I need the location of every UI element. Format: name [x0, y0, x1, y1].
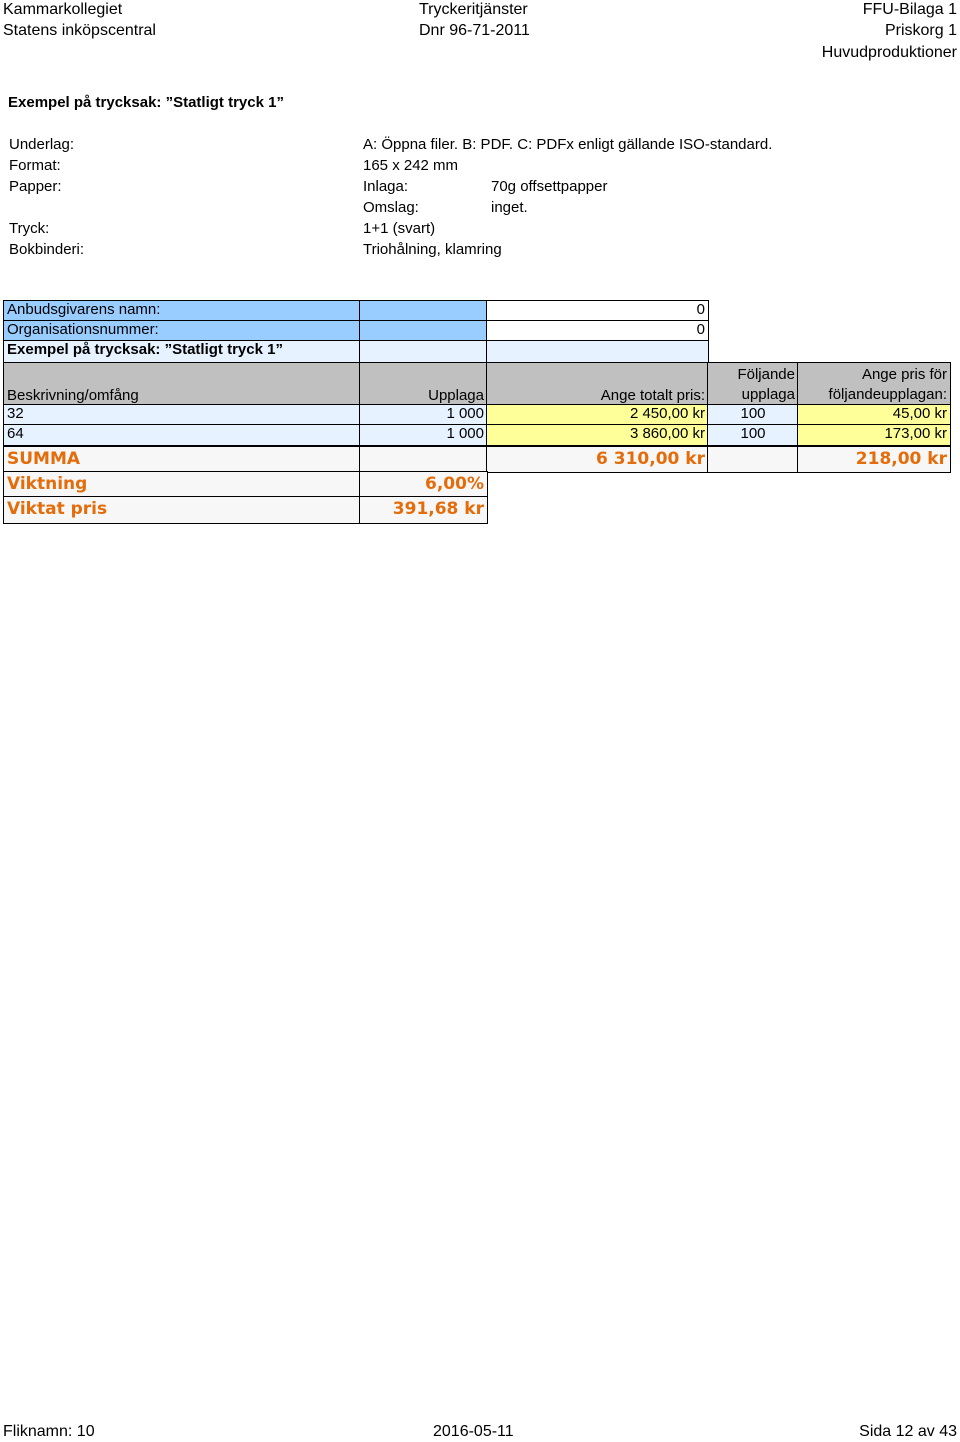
summa-followprice-cell [797, 446, 951, 473]
table-row-2-follow [707, 424, 799, 446]
row-2-upplaga-text: 1 000 [446, 425, 484, 442]
anbudsgivare-value-cell[interactable] [486, 300, 709, 322]
summa-label-cell [3, 446, 361, 473]
footer-sheet: Fliknamn: 10 [3, 1423, 95, 1440]
header-category: Huvudproduktioner [821, 44, 957, 61]
header-service: Tryckeritjänster [419, 1, 528, 18]
footer-page: Sida 12 av 43 [859, 1423, 957, 1440]
anbudsgivare-value: 0 [696, 301, 705, 318]
example-spacer-2 [486, 340, 709, 364]
col-header-followprice [797, 362, 951, 406]
summa-label: SUMMA [7, 449, 81, 469]
anbudsgivare-label: Anbudsgivarens namn: [7, 301, 161, 318]
viktning-label-cell [3, 471, 361, 498]
col-header-total [486, 362, 709, 406]
table-row-1-total[interactable] [486, 404, 709, 426]
orgnr-value-cell[interactable] [486, 320, 709, 342]
format-value: 165 x 242 mm [363, 157, 459, 174]
example-spacer-1 [359, 340, 488, 364]
viktning-value-cell [359, 471, 488, 498]
omslag-label: Omslag: [363, 199, 419, 216]
col-header-follow [707, 362, 799, 406]
footer-date: 2016-05-11 [433, 1423, 514, 1440]
format-label: Format: [9, 157, 61, 174]
col-header-follow-line1: Följande [737, 366, 795, 383]
inlaga-value: 70g offsettpapper [491, 178, 608, 195]
table-row-2-upplaga [359, 424, 488, 446]
viktat-pris-label: Viktat pris [7, 499, 108, 519]
col-header-total-text: Ange totalt pris: [600, 387, 705, 404]
example-title: Exempel på trycksak: ”Statligt tryck 1” [8, 94, 284, 111]
viktning-label: Viktning [7, 474, 88, 494]
table-row-1-followprice[interactable] [797, 404, 951, 426]
row-1-follow-text: 100 [740, 405, 766, 422]
bokbinderi-value: Triohålning, klamring [363, 241, 502, 258]
col-header-follow-line2: upplaga [741, 386, 795, 403]
row-2-follow-text: 100 [740, 425, 766, 442]
example-label: Exempel på trycksak: ”Statligt tryck 1” [7, 341, 283, 358]
bokbinderi-label: Bokbinderi: [9, 241, 85, 258]
papper-label: Papper: [9, 178, 62, 195]
row-2-total-text: 3 860,00 kr [629, 425, 705, 442]
table-row-2-desc [3, 424, 361, 446]
row-1-total-text: 2 450,00 kr [629, 405, 705, 422]
row-2-desc-text: 64 [7, 425, 24, 442]
col-header-desc [3, 362, 361, 406]
underlag-value: A: Öppna filer. B: PDF. C: PDFx enligt gällande ISO-standard. [363, 136, 773, 153]
underlag-label: Underlag: [9, 136, 75, 153]
anbudsgivare-spacer [359, 300, 488, 322]
col-header-upplaga-text: Upplaga [428, 387, 484, 404]
summa-followprice: 218,00 kr [855, 449, 947, 469]
col-header-followprice-line2: följandeupplagan: [828, 386, 947, 403]
row-1-upplaga-text: 1 000 [446, 405, 484, 422]
col-header-followprice-line1: Ange pris för [861, 366, 947, 383]
header-org: Kammarkollegiet [3, 1, 123, 18]
viktat-pris-label-cell [3, 496, 361, 524]
summa-total: 6 310,00 kr [596, 449, 705, 469]
header-dnr: Dnr 96-71-2011 [419, 22, 530, 39]
col-header-upplaga [359, 362, 488, 406]
inlaga-label: Inlaga: [363, 178, 409, 195]
summa-upplaga-cell [359, 446, 488, 473]
table-row-1-desc [3, 404, 361, 426]
orgnr-spacer [359, 320, 488, 342]
tryck-label: Tryck: [9, 220, 50, 237]
table-row-1-upplaga [359, 404, 488, 426]
viktat-pris-value-cell [359, 496, 488, 524]
table-row-1-follow [707, 404, 799, 426]
row-1-desc-text: 32 [7, 405, 24, 422]
header-bilaga: FFU-Bilaga 1 [862, 1, 957, 18]
tryck-value: 1+1 (svart) [363, 220, 436, 237]
anbudsgivare-label-cell [3, 300, 361, 322]
viktat-pris-value: 391,68 kr [392, 499, 484, 519]
row-2-followprice-text: 173,00 kr [884, 425, 947, 442]
col-header-desc-text: Beskrivning/omfång [7, 387, 139, 404]
summa-total-cell [486, 446, 709, 473]
summa-follow-cell [707, 446, 799, 473]
omslag-value: inget. [491, 199, 528, 216]
orgnr-label-cell [3, 320, 361, 342]
example-label-cell [3, 340, 361, 364]
orgnr-label: Organisationsnummer: [7, 321, 159, 338]
header-org-sub: Statens inköpscentral [3, 22, 156, 39]
table-row-2-total[interactable] [486, 424, 709, 446]
viktning-value: 6,00% [425, 474, 484, 494]
orgnr-value: 0 [696, 321, 705, 338]
header-priskorg: Priskorg 1 [884, 22, 957, 39]
row-1-followprice-text: 45,00 kr [892, 405, 947, 422]
table-row-2-followprice[interactable] [797, 424, 951, 446]
